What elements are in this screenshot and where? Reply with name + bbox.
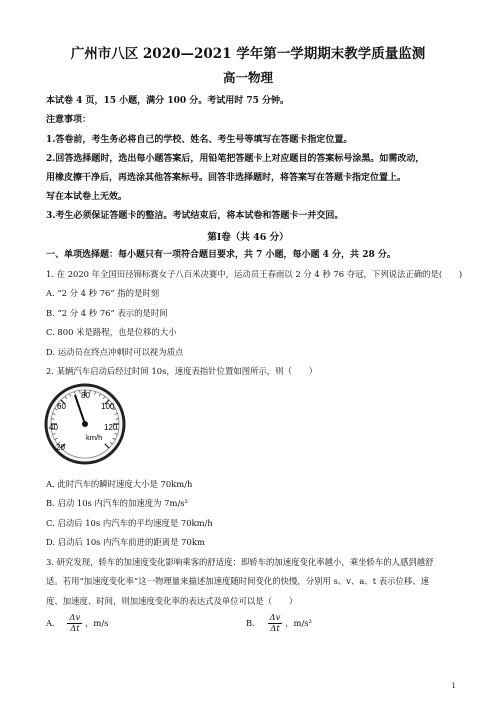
- q3-stem-line3: 度、加速度、时间，则加速度变化率的表达式及单位可以是（ ）: [46, 596, 298, 606]
- q3-option-a-unit: ，m/s: [85, 618, 109, 628]
- q3-option-a: [46, 613, 108, 634]
- q1-option-c: C. 800 米是路程，也是位移的大小: [46, 327, 177, 337]
- q2-option-a: A. 此时汽车的瞬时速度大小是 70km/h: [46, 479, 193, 489]
- page-number: 1: [451, 682, 456, 690]
- gauge-tick-label-20: 20: [56, 443, 65, 452]
- q2-option-c: C. 启动后 10s 内汽车的平均速度是 70km/h: [46, 518, 213, 528]
- gauge-unit-label: km/h: [86, 433, 103, 442]
- exam-info: 本试卷 4 页，15 小题，满分 100 分。考试用时 75 分钟。: [46, 96, 290, 106]
- notice-item: 1.答卷前，考生务必将自己的学校、姓名、考生号等填写在答题卡指定位置。: [46, 135, 353, 145]
- fraction-denominator: Δt: [70, 624, 80, 634]
- gauge-hub: [82, 421, 88, 427]
- q3-option-b-fraction: [268, 613, 283, 634]
- gauge-tick-label-120: 120: [104, 423, 118, 432]
- gauge-tick-label-60: 60: [57, 402, 66, 411]
- q3-option-b-unit: ，m/s²: [285, 618, 312, 628]
- gauge-tick-label-40: 40: [49, 423, 58, 432]
- q1-option-d: D. 运动员在终点冲刺时可以视为质点: [46, 347, 184, 357]
- q1-option-b: B. “2 分 4 秒 76” 表示的是时间: [46, 308, 168, 318]
- notice-item: 3.考生必须保证答题卡的整洁。考试结束后，将本试卷和答题卡一并交回。: [46, 211, 344, 221]
- q2-stem: 2. 某辆汽车启动后经过时间 10s，速度表指针位置如图所示，则（ ）: [46, 366, 318, 376]
- q3-stem-line2: 适。若用“加速度变化率”这一物理量来描述加速度随时间变化的快慢，分别用 s、v、a、t 表示位移、速: [46, 576, 430, 586]
- notice-heading: 注意事项：: [46, 115, 92, 125]
- section-title: 第Ⅰ卷（共 46 分）: [207, 232, 289, 243]
- q3-stem-line1: 3. 研究发现，轿车的加速度变化影响乘客的舒适度：即轿车的加速度变化率越小，乘坐轿车的人感到越舒: [46, 557, 434, 567]
- speedometer-figure: [44, 382, 126, 466]
- q3-option-b-label: B.: [246, 618, 255, 628]
- gauge-tick-label-80: 80: [81, 391, 90, 400]
- fraction-numerator: Δv: [269, 613, 281, 623]
- q2-option-d: D. 启动后 10s 内汽车前进的距离是 70km: [46, 537, 205, 547]
- exam-title: 广州市八区 2020—2021 学年第一学期期末教学质量监测: [70, 46, 426, 62]
- part1-heading: 一、单项选择题：每小题只有一项符合题目要求，共 7 小题，每小题 4 分，共 28 分。: [46, 250, 396, 260]
- q3-option-b: [246, 613, 312, 634]
- q2-option-b: B. 启动 10s 内汽车的加速度为 7m/s²: [46, 498, 188, 508]
- notice-item: 写在本试卷上无效。: [46, 192, 128, 202]
- gauge-tick-label-100: 100: [101, 402, 115, 411]
- fraction-denominator: Δt: [270, 624, 280, 634]
- q1-option-a: A. “2 分 4 秒 76” 指的是时刻: [46, 288, 160, 298]
- notice-item: 2.回答选择题时，选出每小题答案后，用铅笔把答题卡上对应题目的答案标号涂黑。如需改动，: [46, 154, 425, 164]
- q1-stem: 1. 在 2020 年全国田径锦标赛女子八百米决赛中，运动员王春雨以 2 分 4 秒 76 夺冠，下列说法正确的是( ): [46, 269, 463, 279]
- exam-subtitle: 高一物理: [222, 70, 273, 85]
- fraction-numerator: Δv: [69, 613, 81, 623]
- q3-option-a-fraction: [67, 613, 82, 634]
- notice-item: 用橡皮擦干净后，再选涂其他答案标号。回答非选择题时，将答案写在答题卡指定位置上。: [46, 173, 407, 183]
- q3-option-a-label: A.: [46, 618, 55, 628]
